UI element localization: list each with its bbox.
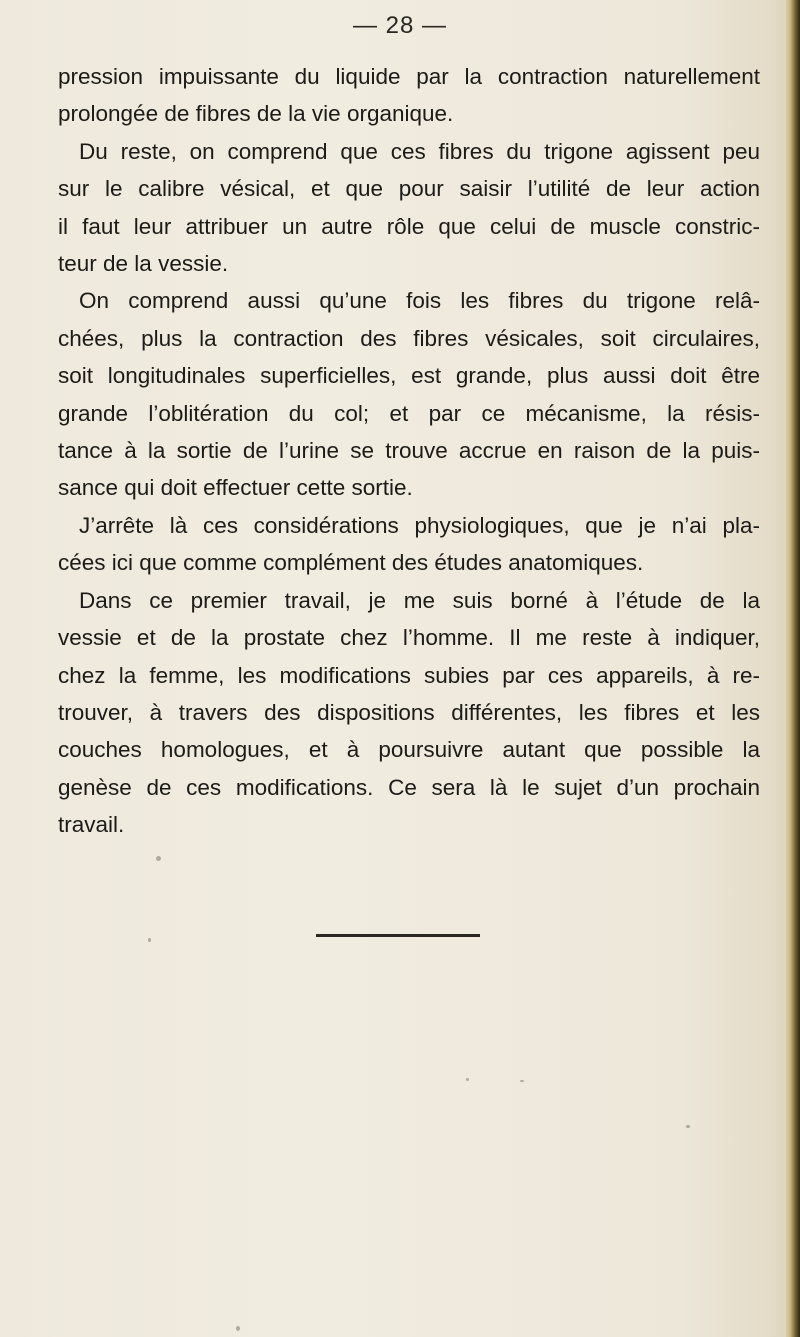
paper-speck: [520, 1080, 524, 1082]
paper-speck: [686, 1125, 690, 1128]
text-line: soit longitudinales superficielles, est grande, plus aussi doit être: [58, 363, 760, 389]
text-line: sur le calibre vésical, et que pour saisir l’utilité de leur action: [58, 176, 760, 202]
text-line: grande l’oblitération du col; et par ce mécanisme, la résis-: [58, 400, 760, 426]
paper-speck: [156, 856, 161, 861]
text-line: il faut leur attribuer un autre rôle que celui de muscle constric-: [58, 213, 760, 239]
text-line: vessie et de la prostate chez l’homme. Il me reste à indiquer,: [58, 625, 760, 651]
text-line: travail.: [58, 812, 125, 838]
text-line: cées ici que comme complément des études anatomiques.: [58, 550, 644, 576]
text-line: Du reste, on comprend que ces fibres du trigone agissent peu: [79, 138, 760, 164]
text-line: pression impuissante du liquide par la contraction naturellement: [58, 64, 760, 89]
text-line: couches homologues, et à poursuivre autant que possible la: [58, 737, 760, 763]
text-line: J’arrête là ces considérations physiologiques, que je n’ai pla-: [79, 512, 760, 538]
text-line: prolongée de fibres de la vie organique.: [58, 101, 454, 127]
text-line: On comprend aussi qu’une fois les fibres du trigone relâ-: [79, 288, 760, 314]
text-line: chez la femme, les modifications subies par ces appareils, à re-: [58, 662, 760, 688]
text-line: chées, plus la contraction des fibres vésicales, soit circulaires,: [58, 325, 760, 351]
paper-speck: [236, 1326, 240, 1331]
text-line: teur de la vessie.: [58, 251, 229, 277]
body-text: [58, 58, 760, 844]
page-edge-shadow: [786, 0, 800, 1337]
paper-speck: [466, 1078, 469, 1081]
text-line: genèse de ces modifications. Ce sera là le sujet d’un prochain: [58, 774, 760, 800]
text-line: Dans ce premier travail, je me suis borné à l’étude de la: [79, 587, 760, 613]
closing-rule: [316, 934, 480, 937]
page-number: — 28 —: [352, 12, 448, 39]
text-line: sance qui doit effectuer cette sortie.: [58, 475, 413, 501]
text-line: tance à la sortie de l’urine se trouve accrue en raison de la puis-: [58, 438, 760, 464]
paper-speck: [148, 938, 151, 942]
text-line: trouver, à travers des dispositions différentes, les fibres et les: [58, 699, 760, 725]
